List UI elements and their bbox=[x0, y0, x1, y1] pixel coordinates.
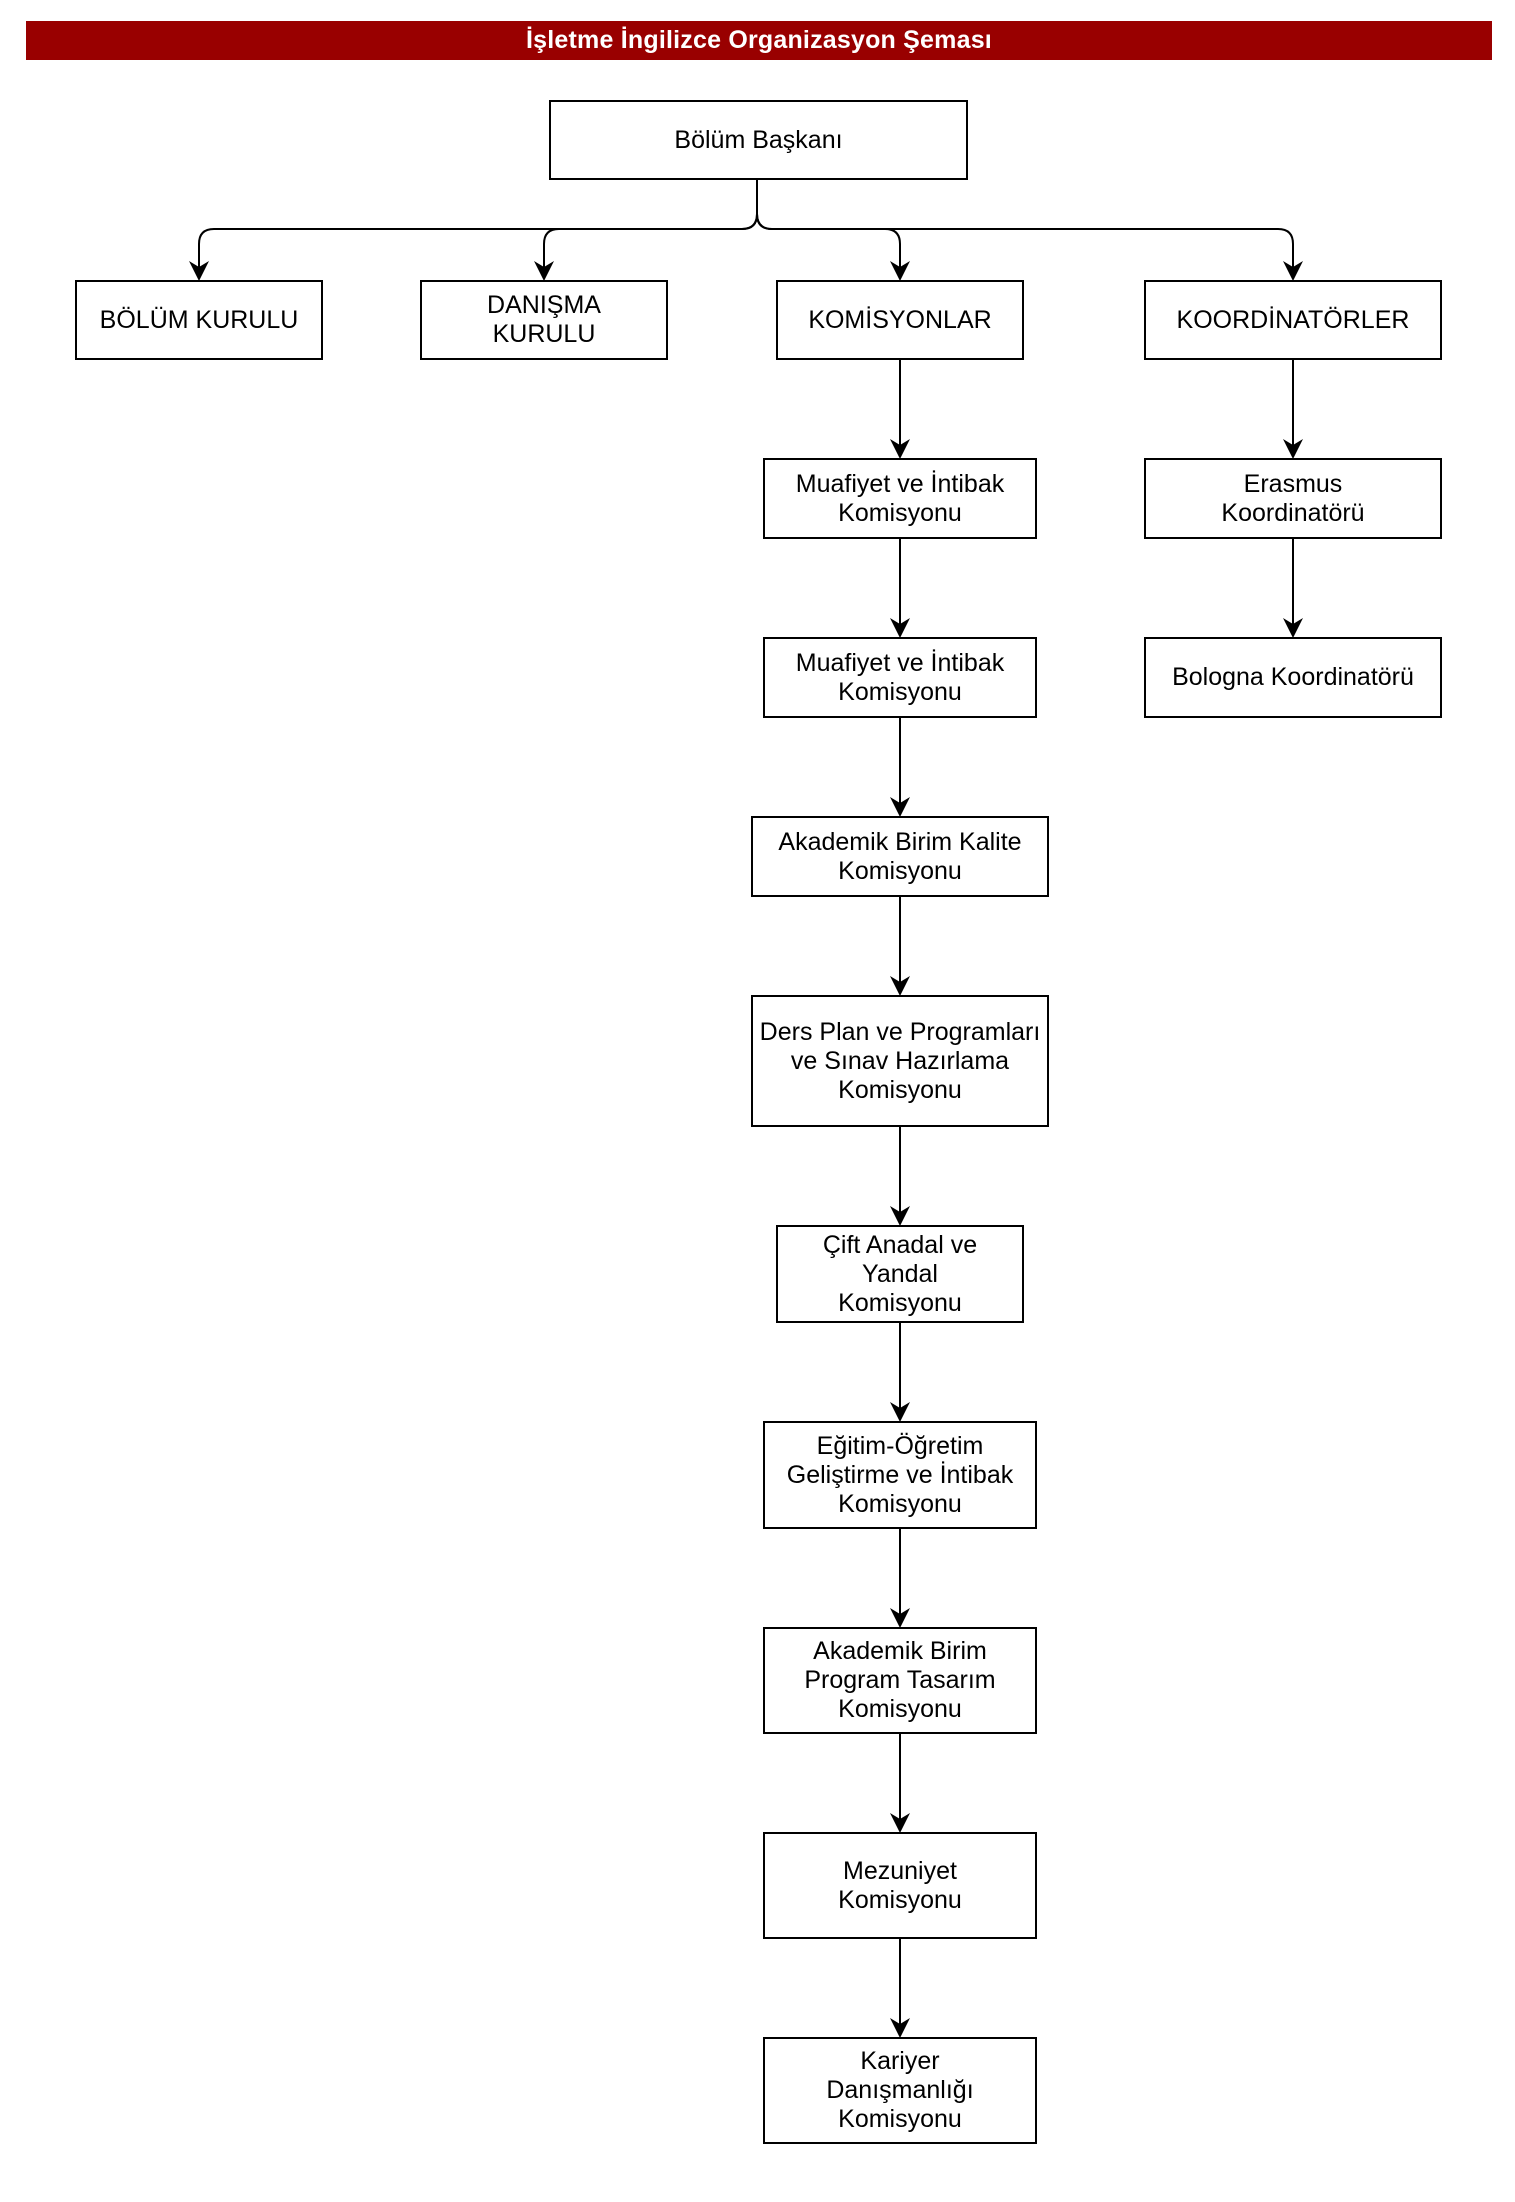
page-title: İşletme İngilizce Organizasyon Şeması bbox=[526, 26, 992, 54]
node-komisyon-mezuniyet bbox=[763, 1832, 1037, 1939]
node-koordinatorler bbox=[1144, 280, 1442, 360]
node-label: Mezuniyet Komisyonu bbox=[838, 1856, 962, 1914]
node-label: Kariyer Danışmanlığı Komisyonu bbox=[826, 2047, 974, 2133]
node-label: DANIŞMA KURULU bbox=[487, 291, 601, 348]
node-koordinator-erasmus bbox=[1144, 458, 1442, 539]
connector-root-to-danisma-kurulu bbox=[544, 214, 757, 279]
node-label: Akademik Birim Program Tasarım Komisyonu bbox=[804, 1637, 996, 1723]
connector-root-to-koordinatorler bbox=[757, 214, 1293, 279]
node-label: KOORDİNATÖRLER bbox=[1176, 305, 1410, 334]
node-label: Ders Plan ve Programları ve Sınav Hazırlama Komisyonu bbox=[759, 1017, 1041, 1104]
node-bolum-kurulu bbox=[75, 280, 323, 360]
connector-root-to-komisyonlar bbox=[757, 214, 900, 279]
node-komisyon-muafiyet-intibak-1 bbox=[763, 458, 1037, 539]
node-label: Erasmus Koordinatörü bbox=[1221, 469, 1365, 527]
title-bar bbox=[26, 21, 1492, 60]
node-komisyon-egitim-ogretim bbox=[763, 1421, 1037, 1529]
node-komisyonlar bbox=[776, 280, 1024, 360]
node-label: Bölüm Başkanı bbox=[674, 125, 843, 154]
connector-root-to-bolum-kurulu bbox=[199, 214, 757, 279]
node-label: Eğitim-Öğretim Geliştirme ve İntibak Komisyonu bbox=[786, 1431, 1014, 1518]
node-komisyon-akademik-birim-kalite bbox=[751, 816, 1049, 897]
node-label: Muafiyet ve İntibak Komisyonu bbox=[795, 469, 1005, 527]
node-label: KOMİSYONLAR bbox=[808, 305, 992, 334]
node-label: Çift Anadal ve Yandal Komisyonu bbox=[822, 1230, 978, 1317]
node-komisyon-cift-anadal-yandal bbox=[776, 1225, 1024, 1323]
node-komisyon-ders-plan-sinav bbox=[751, 995, 1049, 1127]
node-bolum-baskani bbox=[549, 100, 968, 180]
node-koordinator-bologna bbox=[1144, 637, 1442, 718]
node-label: Muafiyet ve İntibak Komisyonu bbox=[795, 648, 1005, 706]
node-label: Akademik Birim Kalite Komisyonu bbox=[778, 827, 1022, 885]
node-label: Bologna Koordinatörü bbox=[1172, 663, 1414, 691]
node-komisyon-program-tasarim bbox=[763, 1627, 1037, 1734]
node-komisyon-kariyer-danismanligi bbox=[763, 2037, 1037, 2144]
node-label: BÖLÜM KURULU bbox=[99, 305, 299, 334]
node-danisma-kurulu bbox=[420, 280, 668, 360]
node-komisyon-muafiyet-intibak-2 bbox=[763, 637, 1037, 718]
